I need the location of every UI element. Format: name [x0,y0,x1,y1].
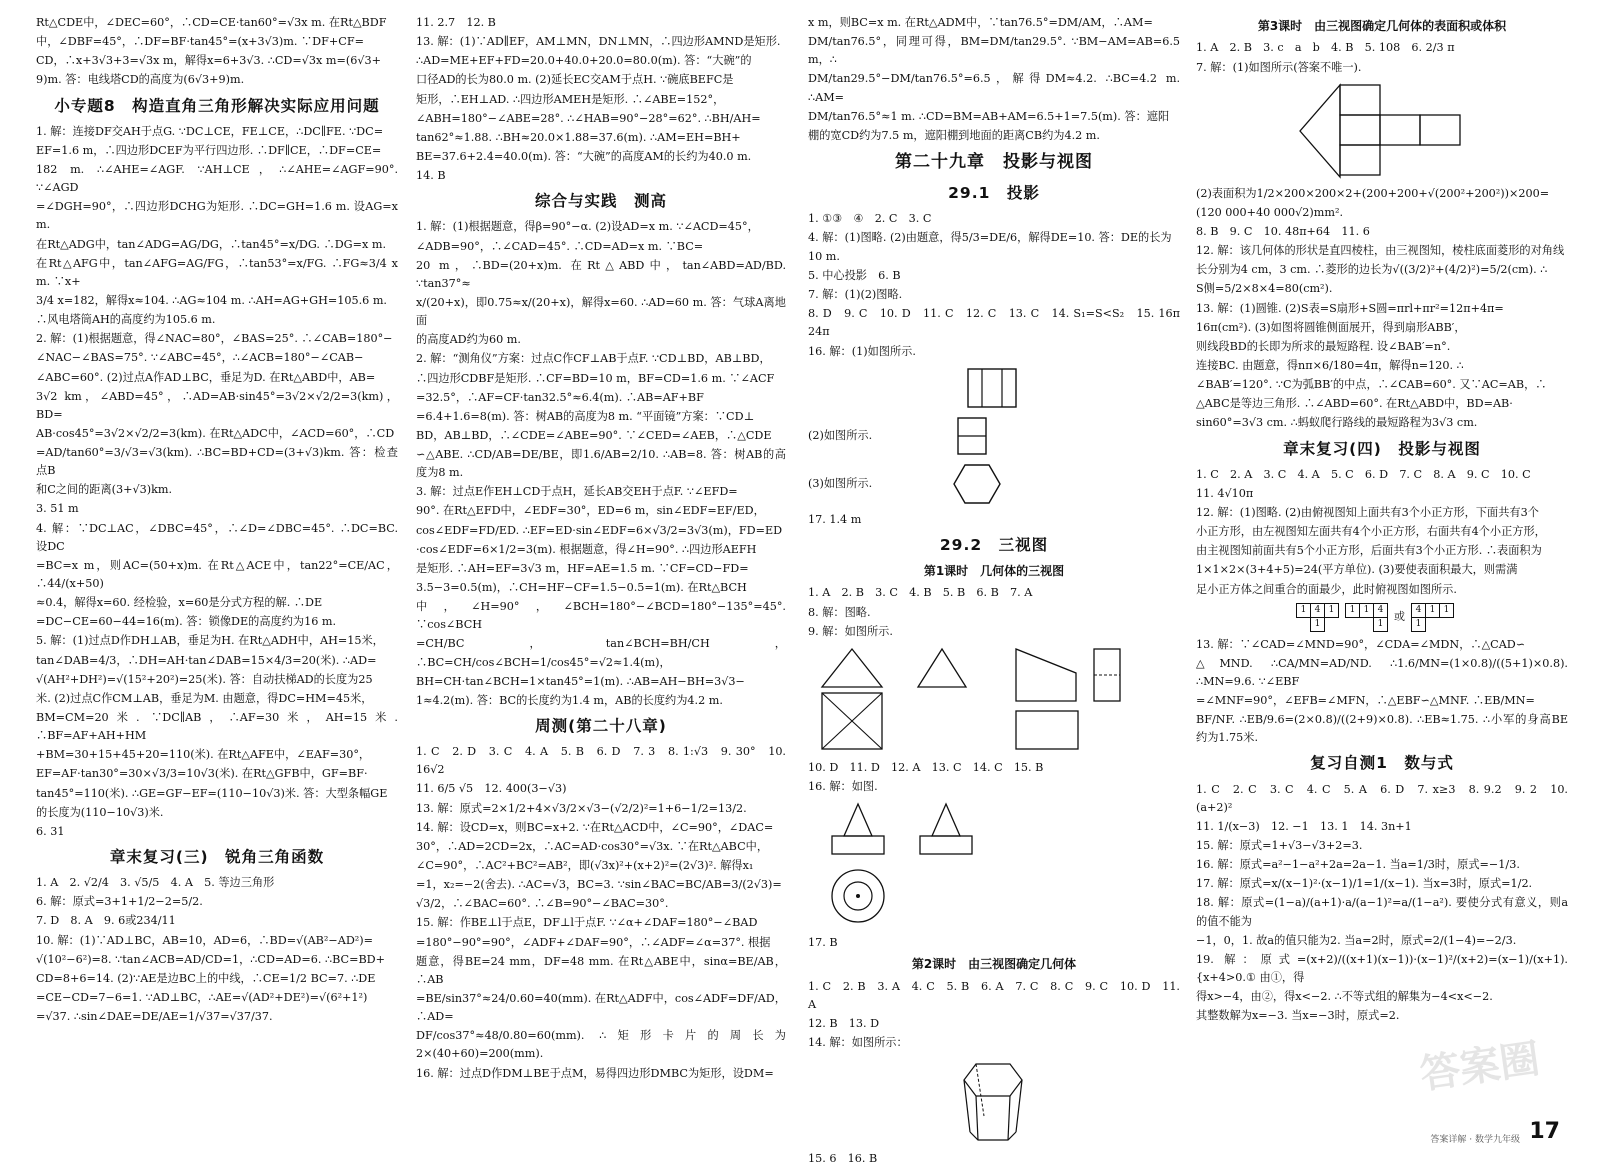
grid-a: 1 4 1 1 [1296,603,1339,632]
text-line: 1×1×2×(3+4+5)=24(平方单位). (3)要使表面积最大，则需满 [1196,563,1518,577]
text-line: 7. D 8. A 9. 6或234/11 [36,914,176,928]
text-line: +BM=30+15+45+20=110(米). 在Rt△AFE中，∠EAF=30°， [36,748,371,762]
item-17b: 17. B [808,936,838,950]
text-line: 得x>−4，由②，得x<−2. ∴不等式组的解集为−4<x<−2. [1196,990,1493,1004]
grid-or-label: 或 [1394,610,1405,624]
text-line: 足小正方体之间重合的面最少，此时俯视图如图所示. [1196,582,1457,596]
col4-review4b [1196,636,1568,748]
text-line: 连接BC. 由题意，得nπ×6/180=4π，解得n=120. ∴ [1196,358,1464,372]
text-line: BF/NF. ∴EB/9.6=(2×0.8)/((2+9)×0.8). ∴EB≈1.75. ∴小军的身高BE约为1.75米. [1196,713,1568,745]
top-view-grids [1296,603,1568,632]
fig-label-2: (2)如图所示. [808,428,873,442]
column-4 [1196,14,1568,1144]
text-line: =6.4+1.6=8(m). 答：树AB的高度为8 m. “平面镜”方案：∵CD⊥ [416,409,755,423]
text-line: 15. 解：原式=1+√3−√3+2=3. [1196,839,1363,853]
text-line: √(10²−6²)=8. ∵tan∠ACB=AD/CD=1，∴CD=AD=6. ∴BC=BD+ [36,952,386,966]
lesson1-title: 第1课时 几何体的三视图 [923,564,1065,578]
text-line: 7. 解：(1)如图所示(答案不唯一). [1196,60,1362,74]
col4-lesson3 [1196,39,1568,76]
col2-weekly [416,743,786,1083]
chapter29-title: 第二十九章 投影与视图 [895,151,1093,172]
text-line: 10. 解：(1)∵AD⊥BC，AB=10，AD=6，∴BD=√(AB²−AD²)= [36,933,374,947]
text-line: x/(20+x)，即0.75≈x/(20+x)，解得x=60. ∴AD=60 m. 答：气球A离地面 [416,295,786,328]
text-line: 5. 解：(1)过点D作DH⊥AB，垂足为H. 在Rt△ADH中，AH=15米， [36,634,384,648]
text-line: 1. ①③ ④ 2. C 3. C [808,211,932,225]
text-line: 1≈4.2(m). 答：BC的长度约为1.4 m，AB的长度约为4.2 m. [416,693,723,707]
text-line: ∽△ABE. ∴CD/AB=DE/BE，即1.6/AB=2/10. ∴AB=8. 答：树AB的高度为8 m. [416,448,786,480]
column-1 [36,14,398,1144]
text-line: DM/tan76.5°≈1 m. ∴CD=BM=AB+AM=6.5+1=7.5(m). 答：遮阳 [808,109,1170,123]
text-line: 90°. 在Rt△EFD中，∠EDF=30°，ED=6 m，sin∠EDF=EF/ED， [416,504,765,518]
text-line: 1. A 2. √2/4 3. √5/5 4. A 5. 等边三角形 [36,876,275,890]
text-line: 16. 解：(1)如图所示. [808,344,916,358]
hexagon-view-figure [952,461,1002,507]
review4-title: 章末复习(四) 投影与视图 [1283,439,1481,458]
text-line: ·cos∠EDF=6×1/2=3(m). 根据题意，得∠H=90°. ∴四边形AEFH [416,542,757,556]
text-line: ∴风电塔筒AH的高度约为105.6 m. [36,313,216,327]
text-line: sin60°=3√3 cm. ∴蚂蚁爬行路线的最短路程为3√3 cm. [1196,416,1478,430]
text-line: 8. D 9. C 10. D 11. C 12. C 13. C 14. S₁=S<S₂ 15. 16π 24π [808,307,1192,339]
col3-lesson2 [808,978,1180,1053]
text-line: 和C之间的距离(3+√3)km. [36,483,173,497]
text-line: 9. 解：如图所示. [808,624,893,638]
text-line: tan∠DAB=4/3，∴DH=AH·tan∠DAB=15×4/3=20(米). ∴AD= [36,653,377,667]
cone-cylinder-views-figure [818,800,1018,930]
text-line: 12. 解：该几何体的形状是直四棱柱，由三视图知，棱柱底面菱形的对角线 [1196,244,1565,258]
text-line: 13. 解：(1)圆锥. (2)S表=S扇形+S圆=πrl+πr²=12π+4π= [1196,301,1504,315]
lesson3-title: 第3课时 由三视图确定几何体的表面积或体积 [1257,19,1507,33]
grid-c: 4 1 1 1 [1411,603,1454,632]
text-line: −1，0，1. 故a的值只能为2. 当a=2时，原式=2/(1−4)=−2/3. [1196,933,1517,947]
text-line: BH=CH·tan∠BCH=1×tan45°=1(m). ∴AB=AH−BH=3√3− [416,674,745,688]
sec292-title: 29.2 三视图 [939,535,1049,554]
text-line: 15. 解：作BE⊥l于点E，DF⊥l于点F. ∵∠α+∠DAF=180°−∠BAD [416,916,758,930]
watermark-logo: 答案圈 [1417,1036,1543,1099]
text-line: CD=8+6=14. (2)∵AE是边BC上的中线，∴CE=1/2 BC=7. ∴DE [36,971,376,985]
text-line: √(AH²+DH²)=√(15²+20²)=25(米). 答：自动扶梯AD的长度为25 [36,672,373,686]
text-line: AB·cos45°=3√2×√2/2=3(km). 在Rt△ADC中，∠ACD=60°，∴CD [36,426,395,440]
text-line: 其整数解为x=−3. 当x=−3时，原式=2. [1196,1009,1400,1023]
text-line: 20 m，∴BD=(20+x)m. 在Rt△ABD中，tan∠ABD=AD/BD. ∵tan37°≈ [416,258,786,290]
col1-intro [36,14,398,90]
text-line: tan62°≈1.88. ∴BH≈20.0×1.88=37.6(m). ∴AM=EH=BH+ [416,130,741,144]
text-line: 5. 中心投影 6. B [808,269,901,283]
text-line: ∴四边形CDBF是矩形. ∴CF=BD=10 m，BF=CD=1.6 m. ∵∠ACF [416,371,775,385]
text-line: Rt△CDE中，∠DEC=60°，∴CD=CE·tan60°=√3x m. 在Rt△BDF [36,16,387,29]
text-line: 棚的宽CD约为7.5 m，遮阳棚到地面的距离CB约为4.2 m. [808,128,1100,142]
text-line: EF=AF·tan30°=30×√3/3=10√3(米). 在Rt△GFB中，GF=BF· [36,767,368,781]
column-3 [808,14,1192,1166]
text-line: 4. 解：∵DC⊥AC，∠DBC=45°，∴∠D=∠DBC=45°. ∴DC=BC. 设DC [36,521,398,553]
text-line: ∠ABC=60°. (2)过点A作AD⊥BC，垂足为D. 在Rt△ABD中，AB= [36,370,376,384]
text-line: BE=37.6+2.4=40.0(m). 答：“大碗”的高度AM的长约为40.0 m. [416,149,752,163]
text-line: S侧=5/2×8×4=80(cm²). [1196,282,1333,296]
text-line: =CH/BC，tan∠BCH=BH/CH，∴BC=CH/cos∠BCH=1/cos45°=√2≈1.4(m)， [416,637,786,669]
text-line: =∠MNF=90°，∠EFB=∠MFN，∴△EBF∽△MNF. ∴EB/MN= [1196,694,1535,708]
text-line: 题意，得BE=24 mm，DF=48 mm. 在Rt△ABE中，sinα=BE/AB，∴AB [416,954,786,986]
text-line: =AD/tan60°=3/√3=√3(km). ∴BC=BD+CD=(3+√3)km. 答：检查点B [36,446,398,478]
prism-figure [954,1056,1034,1146]
text-line: 16π(cm²). (3)如图将圆锥侧面展开，得到扇形ABB′， [1196,320,1466,334]
text-line: =∠DGH=90°，∴四边形DCHG为矩形. ∴DC=GH=1.6 m. 设AG=x m. [36,200,398,232]
text-line: 3. 51 m [36,502,79,516]
footer-text: 答案详解 · 数学九年级 [1430,1135,1520,1146]
lesson2-title: 第2课时 由三视图确定几何体 [911,957,1077,972]
text-line: CD，∴x+3√3+3=√3x m，解得x=6+3√3. ∴CD=√3x m=(6√3+ [36,54,381,68]
text-line: 18. 解：原式=(1−a)/(a+1)·a/(a−1)²=a/(1−a²). 要使分式有意义，则a的值不能为 [1196,896,1568,928]
text-line: 长分别为4 cm，3 cm. ∴菱形的边长为√((3/2)²+(4/2)²)=5/2(cm). ∴ [1196,263,1548,277]
practice-title: 综合与实践 测高 [534,192,667,211]
text-line: 16. 解：原式=a²−1−a²+2a=2a−1. 当a=1/3时，原式=−1/3. [1196,858,1520,872]
three-views-figure [814,645,1174,755]
text-line: DM/tan29.5°−DM/tan76.5°=6.5，解得DM≈4.2. ∴BC=4.2 m. ∴AM= [808,72,1180,104]
text-line: 16. 解：过点D作DM⊥BE于点M，易得四边形DMBC为矩形，设DM= [416,1066,774,1080]
topic8-title: 小专题8 构造直角三角形解决实际应用问题 [54,96,380,115]
text-line: 12. 解：(1)图略. (2)由俯视图知上面共有3个小正方形，下面共有3个 [1196,505,1539,519]
net-figure [1292,81,1472,181]
fig-label-3: (3)如图所示. [808,476,873,490]
text-line: =CE−CD=7−6=1. ∵AD⊥BC，∴AE=√(AD²+DE²)=√(6²+1²) [36,990,368,1004]
text-line: △MND. ∴CA/MN=AD/ND. ∴1.6/MN=(1×0.8)/((5+1)×0.8). ∴MN=9.6. ∵∠EBF [1196,656,1568,688]
text-line: 8. 解：图略. [808,605,871,619]
text-line: (120 000+40 000√2)mm². [1196,205,1344,219]
col1-review3 [36,874,398,1026]
text-line: 3. 解：过点E作EH⊥CD于点H，延长AB交EH于点F. ∵∠EFD= [416,485,738,499]
text-line: 1. C 2. D 3. C 4. A 5. B 6. D 7. 3 8. 1:√3 9. 30° 10. 16√2 [416,745,786,777]
text-line: 30°，∴AD=2CD=2x，∴AC=AD·cos30°=√3x. ∵在Rt△ABC中， [416,839,769,853]
text-line: 8. B 9. C 10. 48π+64 11. 6 [1196,225,1370,238]
text-line: ≈0.4，解得x=60. 经检验，x=60是分式方程的解. ∴DE [36,596,323,610]
text-line: =180°−90°=90°，∠ADF+∠DAF=90°，∴∠ADF=∠α=37°. 根据 [416,935,771,949]
text-line: EF=1.6 m，∴四边形DCEF为平行四边形. ∴DF∥CE，∴DF=CE= [36,143,382,157]
text-line: =1，x₂=−2(舍去). ∴AC=√3，BC=3. ∵sin∠BAC=BC/AB=3/(2√3)= [416,878,782,892]
text-line: 16. 解：如图. [808,780,878,793]
weekly-title: 周测(第二十八章) [535,717,667,736]
text-line: 11. 6/5 √5 12. 400(3−√3) [416,782,567,796]
col2-practice [416,218,786,710]
text-line: 2. 解：“测角仪”方案：过点C作CF⊥AB于点F. ∵CD⊥BD，AB⊥BD， [416,352,771,366]
text-line: 6. 解：原式=3+1+1/2−2=5/2. [36,895,203,909]
text-line: DF/cos37°≈48/0.80=60(mm). ∴矩形卡片的周长为2×(40+60)=200(mm). [416,1029,786,1061]
rect-view-figure [952,415,992,457]
text-line: 中，∠DBF=45°，∴DF=BF·tan45°=(x+3√3)m. ∵DF+CF= [36,35,364,49]
text-line: 14. 解：设CD=x，则BC=x+2. ∵在Rt△ACD中，∠C=90°，∠DAC= [416,820,774,834]
text-line: 13. 解：(1)∵AD∥EF，AM⊥MN，DN⊥MN，∴四边形AMND是矩形. [416,35,781,49]
col4-selftest [1196,781,1568,1026]
text-line: 1. C 2. B 3. A 4. C 5. B 6. A 7. C 8. C 9. C 10. D 11. A [808,979,1180,1011]
text-line: 矩形，∴EH⊥AD. ∴四边形AMEH是矩形. ∴∠ABE=152°， [416,92,725,106]
text-line: 3√2 km，∠ABD=45°，∴AD=AB·sin45°=3√2×√2/2=3(km)，BD= [36,389,398,421]
text-line: 4. 解：(1)图略. (2)由题意，得5/3=DE/6，解得DE=10. 答：DE的长为 [808,230,1172,244]
text-line: 口径AD的长为80.0 m. (2)延长EC交AM于点H. ∵碗底BEFC是 [416,73,734,87]
text-line: (2)表面积为1/2×200×200×2+(200+200+√(200²+200²))×200= [1196,186,1550,200]
text-line: 的高度AD约为60 m. [416,333,521,347]
text-line: 10. D 11. D 12. A 13. C 14. C 15. B [808,760,1044,774]
text-line: BM=CM=20米. ∵DC∥AB，∴AF=30米，AH=15米. ∴BF=AF+AH+HM [36,711,398,743]
text-line: 米. (2)过点C作CM⊥AB，垂足为M. 由题意，得DC=HM=45米， [36,691,373,705]
text-line: 182 m. ∴∠AHE=∠AGF. ∵AH⊥CE，∴∠AHE=∠AGF=90°. ∵∠AGD [36,162,398,195]
col3-sec291 [808,210,1192,361]
col3-lesson1 [808,584,1180,640]
text-line: 14. 解：如图所示： [808,1036,908,1050]
text-line: 13. 解：原式=2×1/2+4×√3/2×√3−(√2/2)²=1+6−1/2=13/2. [416,801,747,815]
text-line: 11. 4√10π [1196,486,1254,500]
grid-b: 1 1 4 1 [1345,603,1388,632]
text-line: 10 m. [808,249,840,263]
text-line: 11. 1/(x−3) 12. −1 13. 1 14. 3n+1 [1196,819,1412,833]
text-line: 19. 解：原式=(x+2)/((x+1)(x−1))·(x−1)²/(x+2)=(x−1)/(x+1). {x+4>0.① 由①，得 [1196,952,1568,984]
text-line: BD，AB⊥BD，∴∠CDE=∠ABE=90°. ∵∠CED=∠AEB，∴△CDE [416,428,772,442]
text-line: 6. 31 [36,824,65,838]
text-line: 14. B [416,169,446,183]
text-line: 1. 解：(1)根据题意，得β=90°−α. (2)设AD=x m. ∵∠ACD=45°， [416,220,759,234]
text-line: ∠NAC−∠BAS=75°. ∵∠ABC=45°，∴∠ACB=180°−∠CAB− [36,351,364,365]
text-line: 1. C 2. C 3. C 4. C 5. A 6. D 7. x≥3 8. 9.2 9. 2 10. (a+2)² [1196,782,1568,814]
text-line: cos∠EDF=FD/ED. ∴EF=ED·sin∠EDF=6×√3/2=3√3(m)，FD=ED [416,523,783,537]
text-line: 13. 解：∵∠CAD=∠MND=90°，∠CDA=∠MDN，∴△CAD∽ [1196,637,1526,651]
col1-topic8 [36,123,398,841]
text-line: 小正方形，由左视图知左面共有4个小正方形，右面共有4个小正方形， [1196,525,1546,539]
column-2 [416,14,786,1144]
text-line: =BE/sin37°≈24/0.60=40(mm). 在Rt△ADF中，cos∠ADF=DF/AD，∴AD= [416,991,786,1024]
text-line: ∠C=90°，∴AC²+BC²=AB²，即(√3x)²+(x+2)²=(2√3)². 解得x₁ [416,858,754,872]
text-line: 则线段BD的长即为所求的最短路程. 设∠BAB′=n°. [1196,339,1451,353]
text-line: 11. 2.7 12. B [416,16,496,29]
sec291-title: 29.1 投影 [948,183,1040,202]
text-line: ∠ABH=180°−∠ABE=28°. ∴∠HAB=90°−28°=62°. ∴BH/AH= [416,111,761,125]
text-line: ∴AD=ME+EF+FD=20.0+40.0+20.0=80.0(m). 答：“大碗”的 [416,54,752,68]
text-line: tan45°=110(米). ∴GE=GF−EF=(110−10√3)米. 答：大型条幅GE [36,786,388,800]
text-line: 在Rt△ADG中，tan∠ADG=AG/DG，∴tan45°=x/DG. ∴DG=x m. [36,237,387,251]
page-number: 17 [1529,1119,1560,1145]
text-line: 17. 解：原式=x/(x−1)²·(x−1)/1=1/(x−1). 当x=3时，原式=1/2. [1196,877,1533,891]
text-line: 1. A 2. B 3. c a b 4. B 5. 108 6. 2/3 π [1196,41,1455,55]
text-line: 1. A 2. B 3. C 4. B 5. B 6. B 7. A [808,586,1033,600]
text-line: 9)m. 答：电线塔CD的高度为(6√3+9)m. [36,73,245,87]
text-line: ∠ADB=90°，∴∠CAD=45°. ∴CD=AD=x m. ∵BC= [416,239,704,253]
text-line: 12. B 13. D [808,1017,880,1030]
text-line: x m，则BC=x m. 在Rt△ADM中，∵tan76.5°=DM/AM，∴AM= [808,16,1153,29]
item-17: 17. 1.4 m [808,512,862,526]
text-line: 1. C 2. A 3. C 4. A 5. C 6. D 7. C 8. A 9. C 10. C [1196,467,1531,481]
col4-lesson3b [1196,185,1568,433]
text-line: △ABC是等边三角形. ∴∠ABD=60°. 在Rt△ABD中，BD=AB· [1196,397,1513,411]
text-line: =BC=x m，则AC=(50+x)m. 在Rt△ACE中，tan22°=CE/AC，∴44/(x+50) [36,558,398,591]
text-line: 中，∠H=90°，∠BCH=180°−∠BCD=180°−135°=45°. ∵cos∠BCH [416,600,786,632]
text-line: ∠BAB′=120°. ∵C为弧BB′的中点，∴∠CAB=60°. 又∵AC=AB，∴ [1196,378,1547,392]
text-line: 7. 解：(1)(2)图略. [808,288,903,302]
text-line: 由主视图知前面共有5个小正方形，后面共有3个小正方形. ∴表面积为 [1196,544,1542,558]
selftest-title: 复习自测1 数与式 [1310,754,1454,773]
text-line: =32.5°，∴AF=CF·tan32.5°≈6.4(m). ∴AB=AF+BF [416,390,704,404]
text-line: =√37. ∴sin∠DAE=DE/AE=1/√37=√37/37. [36,1010,273,1024]
text-line: 3/4 x=182，解得x≈104. ∴AG≈104 m. ∴AH=AG+GH=105.6 m. [36,293,387,307]
review3-title: 章末复习(三) 锐角三角函数 [109,848,325,867]
text-line: 在Rt△AFG中，tan∠AFG=AG/FG，∴tan53°=x/FG. ∴FG≈3/4 x m. ∵x+ [36,256,398,288]
three-rect-view-figure [964,365,1024,411]
text-line: 3.5−3=0.5(m)，∴CH=HF−CF=1.5−0.5=1(m). 在Rt△BCH [416,581,747,595]
text-line: DM/tan76.5°，同理可得，BM=DM/tan29.5°. ∵BM−AM=AB=6.5 m，∴ [808,35,1180,67]
text-line: 的长度为(110−10√3)米. [36,805,164,819]
text-line: √3/2，∴∠BAC=60°. ∴∠B=90°−∠BAC=30°. [416,897,669,911]
text-line: 是矩形. ∴AH=EF=3√3 m，HF=AE=1.5 m. ∵CF=CD−FD= [416,561,749,575]
lesson2b: 15. 6 16. B [808,1152,878,1166]
text-line: 2. 解：(1)根据题意，得∠NAC=80°，∠BAS=25°. ∴∠CAB=180°− [36,332,393,346]
col3-lesson1b [808,759,1180,796]
text-line: =DC−CE=60−44=16(m). 答：锁像DE的高度约为16 m. [36,615,337,629]
col4-review4 [1196,466,1568,599]
text-line: 1. 解：连接DF交AH于点G. ∵DC⊥CE，FE⊥CE，∴DC∥FE. ∵DC= [36,124,384,138]
col3-top [808,14,1180,145]
col2-top [416,14,786,185]
